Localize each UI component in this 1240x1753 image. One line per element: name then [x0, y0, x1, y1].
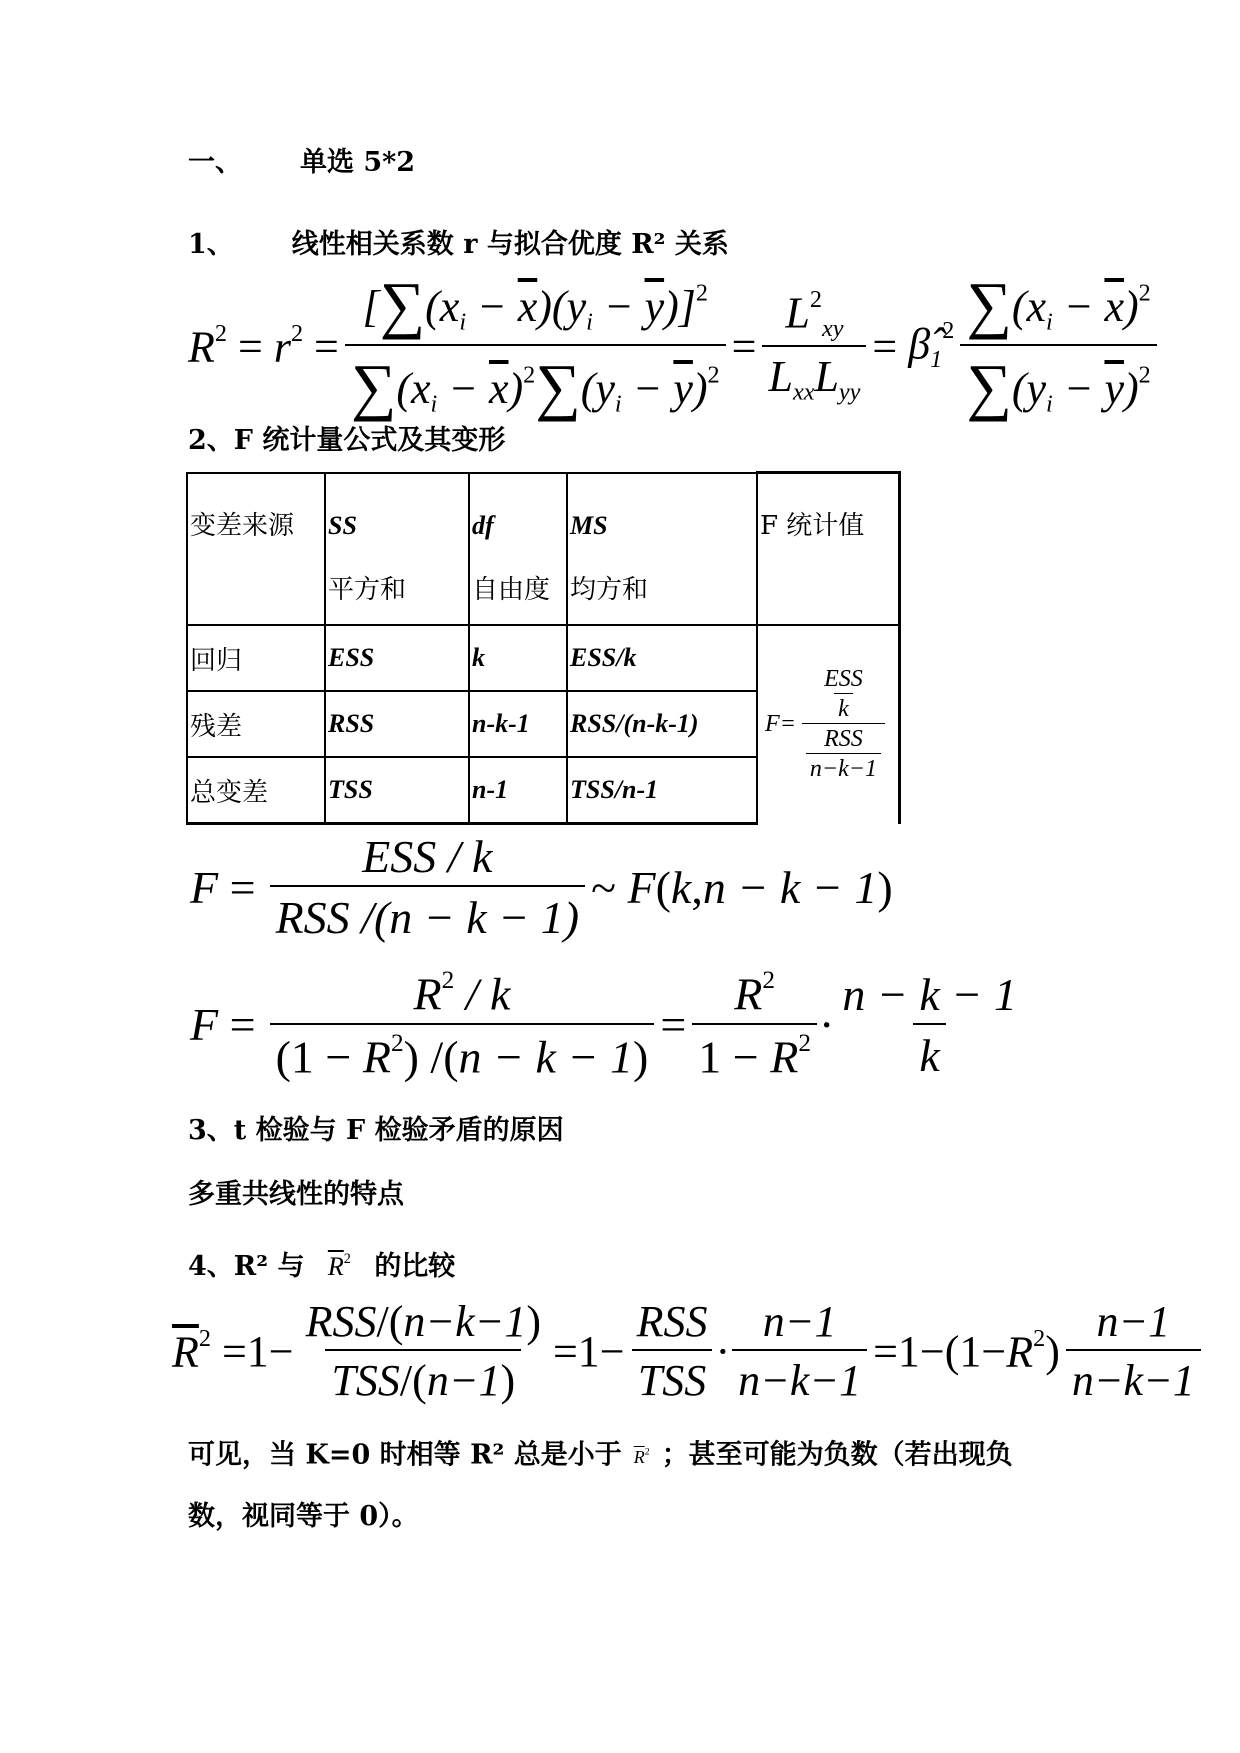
table-cell: 总变差: [187, 757, 325, 824]
table-header-cell: SS 平方和: [325, 473, 469, 626]
adjusted-r-squared-symbol: $\overline{R}^2$: [633, 1447, 650, 1468]
anova-table: [186, 471, 901, 825]
formula-adjusted-r-squared: $\overline{R}^2$ =1− $\frac{\text{RSS/(n−k−1)}}{\text{TSS/(n−1)}}$ =1− $\frac{\text{RSS}}{\text{TSS}}$ · $\frac{n-1}{n-k-1}$ =1−(1− $R^2$ ) $\frac{n-1}{n-k-1}$: [172, 1296, 1207, 1406]
question-4-title-a: 4、R² 与: [188, 1251, 305, 1283]
question-3-heading: 3、t 检验与 F 检验矛盾的原因: [188, 1115, 564, 1146]
question-1-heading: [188, 228, 729, 262]
table-cell: ESS/k: [567, 625, 757, 691]
table-header-cell: 变差来源: [187, 473, 325, 626]
question-4-heading: [188, 1242, 455, 1284]
formula-f-r-squared: F = $\frac{R^2 / k}{(1 - R^2) /(n - k - 1)}$ = $\frac{R^2}{1 - R^2}$ · $\frac{n - k - 1}{k}$: [190, 966, 1017, 1082]
conclusion-line-2: 数，视同等于 0）。: [188, 1501, 419, 1532]
table-row: [187, 625, 900, 691]
table-header-row: [187, 473, 900, 626]
conclusion-line-1: 可见，当 K=0 时相等 R² 总是小于 $\overline{R}^2$ ；甚至可能为负数（若出现负: [188, 1439, 1013, 1471]
formula-r-squared: $R^2$ = $r^2$ = $\frac{[\sum(x_i - \overline{x})(y_i - \overline{y})]^2}{\sum(x_i - \overline{x})^2\sum(y_i - \overline{y})^2}$ = $\frac{L^2_{xy}}{L_{xx}L_{yy}}$ = $\betâ_1^2$ $\frac{\sum(x_i - \overline{x})^2}{\sum(y_i - \overline{y})^2}$: [188, 268, 1163, 424]
table-cell: n-k-1: [469, 691, 567, 757]
table-cell: RSS/(n-k-1): [567, 691, 757, 757]
table-cell: TSS/n-1: [567, 757, 757, 824]
table-cell: RSS: [325, 691, 469, 757]
table-cell: TSS: [325, 757, 469, 824]
question-3b-heading: 多重共线性的特点: [188, 1179, 404, 1210]
question-1-number: 1、: [188, 229, 234, 260]
section-number: 一、: [188, 147, 242, 178]
section-heading: [188, 146, 415, 180]
adjusted-r-squared-symbol: $\overline{R}^2$: [327, 1251, 351, 1282]
question-1-title: 线性相关系数 r 与拟合优度 R² 关系: [291, 229, 729, 260]
f-small-formula: F= $\frac{\frac{\text{ESS}}{k}}{\frac{\text{RSS}}{n-k-1}}$: [765, 666, 891, 783]
question-2-heading: 2、F 统计量公式及其变形: [188, 425, 506, 456]
table-header-cell: MS 均方和: [567, 473, 757, 626]
formula-f-statistic: F = $\frac{\text{ESS / k}}{\text{RSS /(n − k − 1)}}$ ~ F(k,n − k − 1): [190, 831, 893, 943]
table-cell: 回归: [187, 625, 325, 691]
section-title: 单选 5*2: [300, 147, 416, 178]
table-header-cell: df 自由度: [469, 473, 567, 626]
table-header-cell: F 统计值: [757, 473, 900, 626]
table-cell: n-1: [469, 757, 567, 824]
table-cell: 残差: [187, 691, 325, 757]
table-cell: ESS: [325, 625, 469, 691]
question-4-title-b: 的比较: [374, 1251, 456, 1283]
table-cell: k: [469, 625, 567, 691]
f-statistic-cell: [757, 625, 900, 824]
